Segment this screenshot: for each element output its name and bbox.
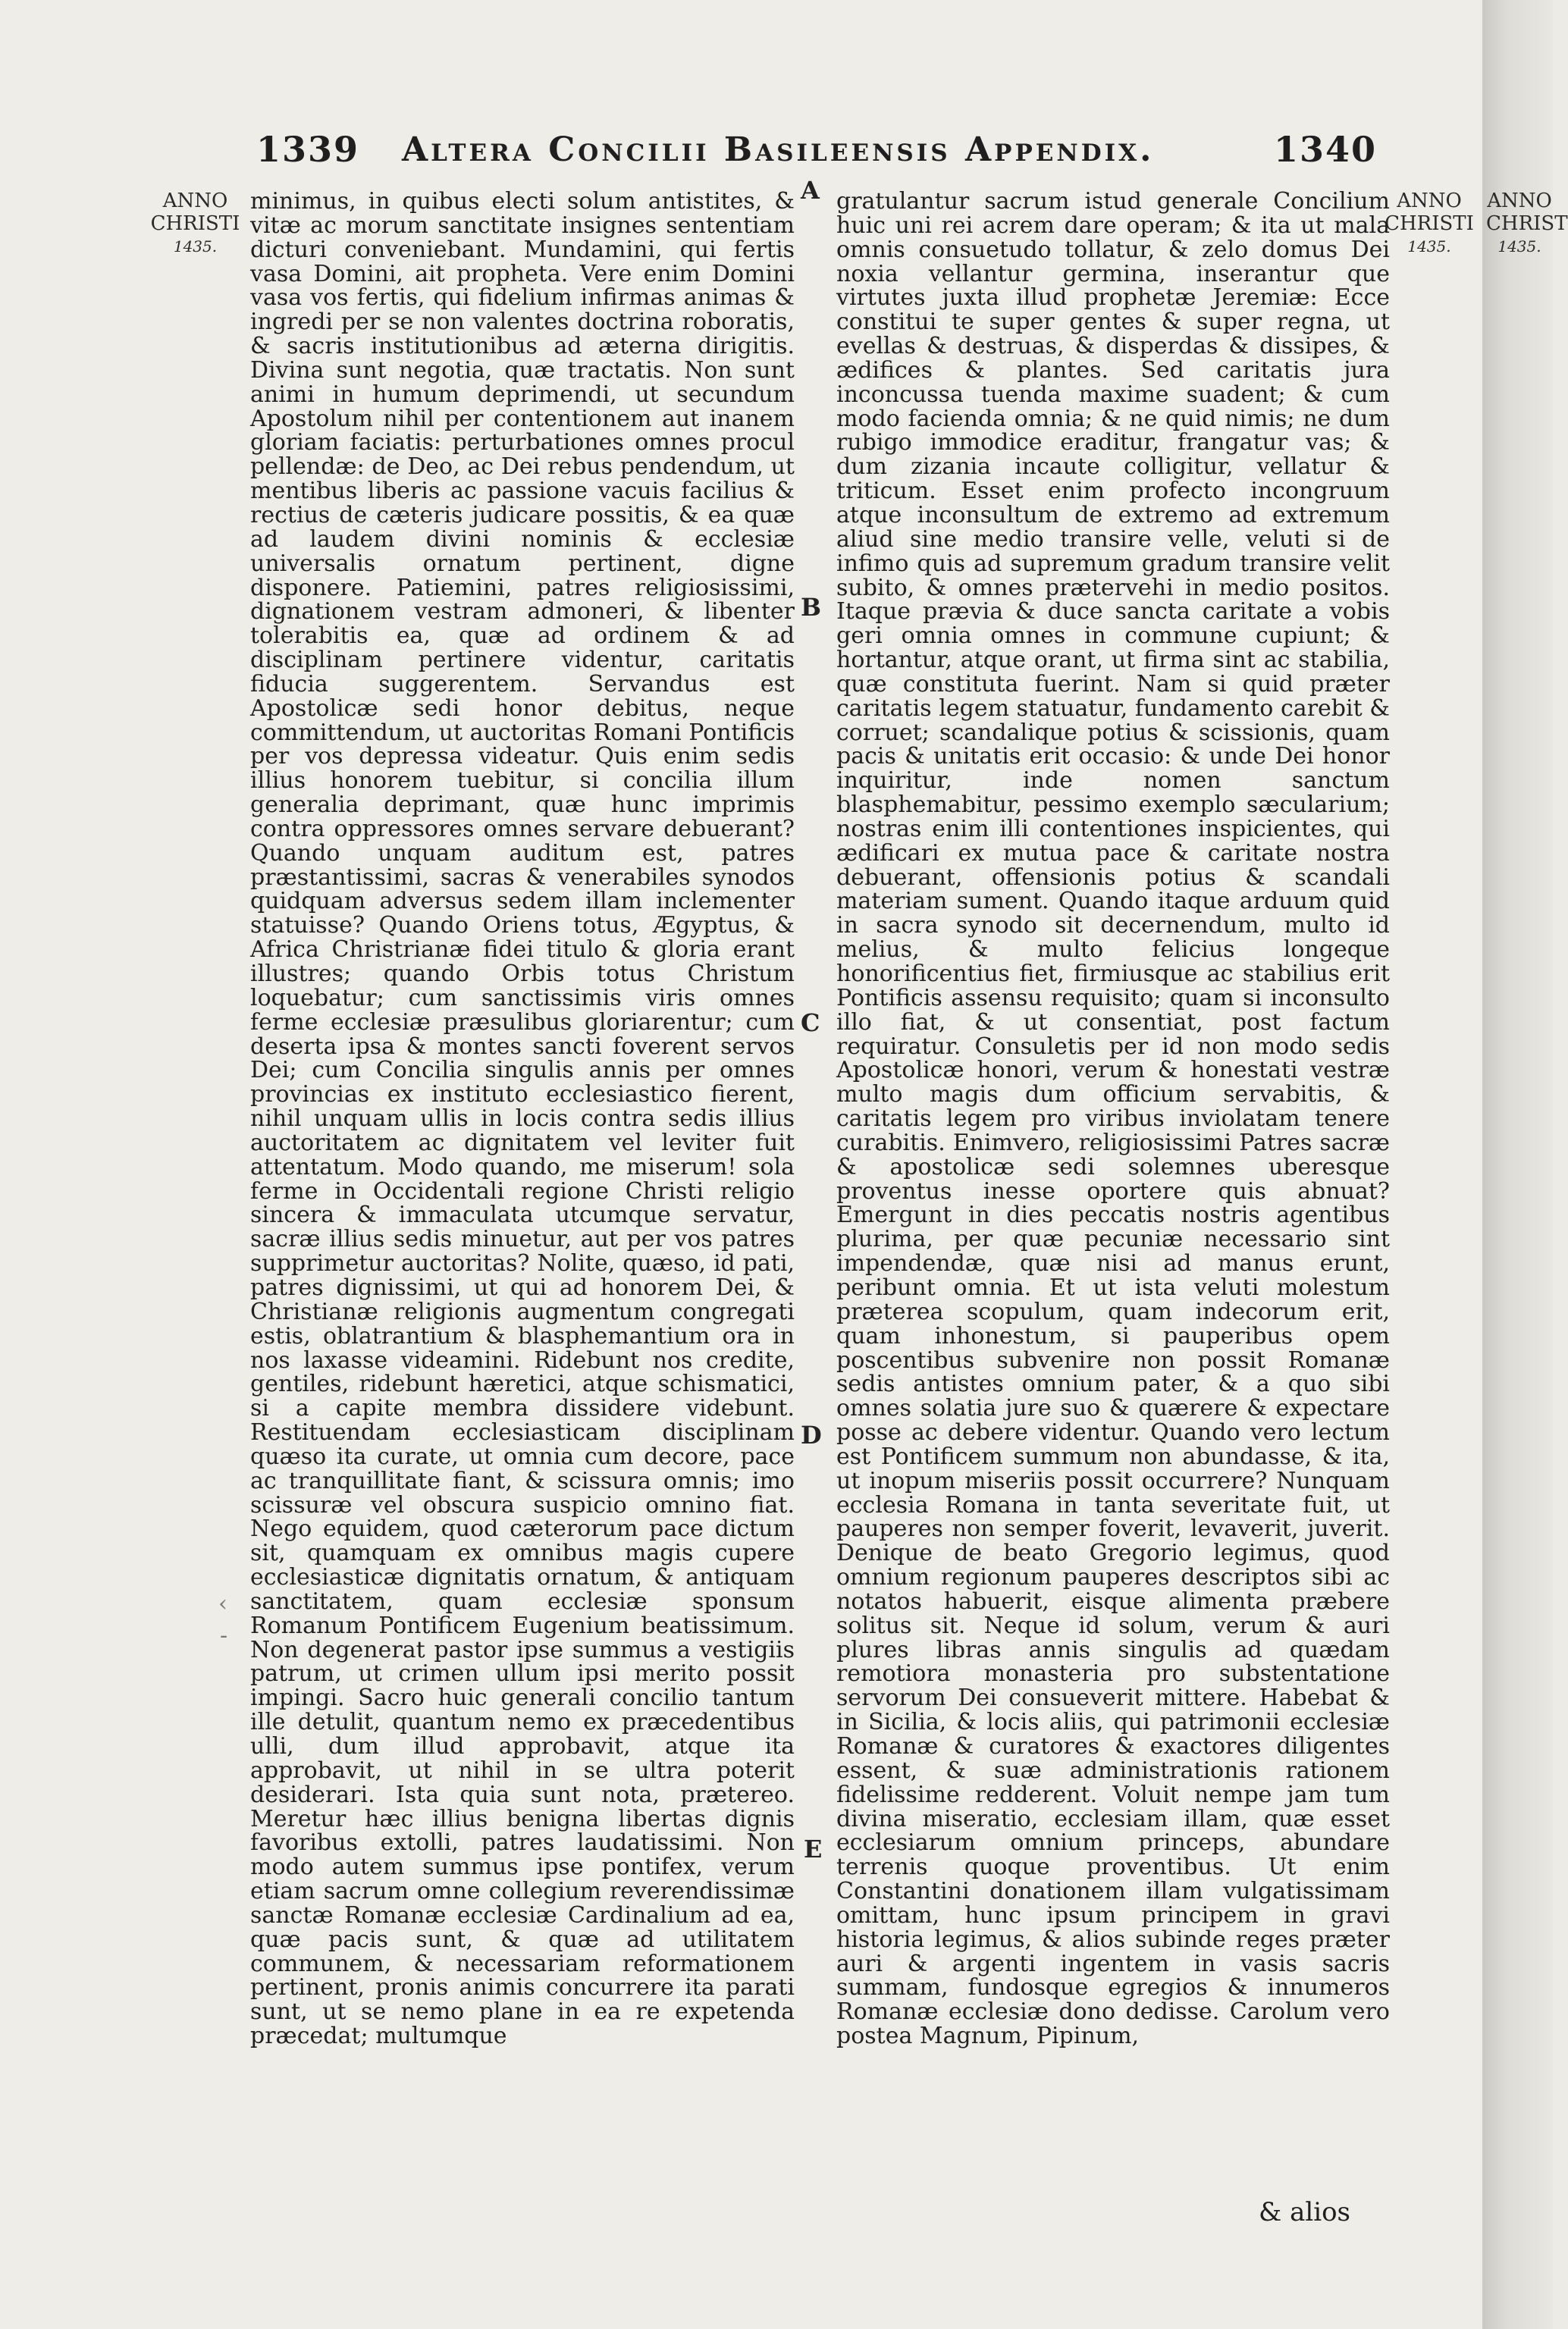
- margin-note-left: [144, 190, 246, 258]
- section-letter-e: E: [804, 1835, 823, 1864]
- margin-note-anno: ANNO: [1397, 190, 1462, 212]
- section-letter-c: C: [801, 1008, 820, 1037]
- column-text: gratulantur sacrum istud generale Concilium huic uni rei acrem dare operam; & ita ut mala omnis consuetudo tollatur, & zelo domus Dei noxia vellantur germina, inserantur que virtutes juxta illud prophetæ Jeremiæ: Ecce constitui te super gentes & super regna, ut evellas & destruas, & disperdas & dissipes, & ædifices & plantes. Sed caritatis jura inconcussa tuenda maxime suadent; & cum modo facienda omnia; & ne quid nimis; ne dum rubigo immodice eraditur, frangatur vas; & dum zizania incaute colligitur, vellatur & triticum. Esset enim profecto incongruum atque inconsultum de extremo ad extremum aliud sine medio transire velle, veluti si de infimo quis ad supremum gradum transire velit subito, & omnes prætervehi in medio positos. Itaque prævia & duce sancta caritate a vobis geri omnia omnes in commune cupiunt; & hortantur, atque orant, ut firma sint ac stabilia, quæ constituta fuerint. Nam si quid præter caritatis legem statuatur, fundamento carebit & corruet; scandalique potius & scissionis, quam pacis & unitatis erit occasio: & unde Dei honor inquiritur, inde nomen sanctum blasphemabitur, pessimo exemplo sæcularium; nostras enim illi contentiones inspicientes, qui ædificari ex mutua pace & caritate nostra debuerant, offensionis potius & scandali materiam sument. Quando itaque arduum quid in sacra synodo sit decernendum, multo id melius, & multo felicius longeque honorificentius fiet, firmiusque ac stabilius erit Pontificis assensu requisito; quam si inconsulto illo fiat, & ut consentiat, post factum requiratur. Consuletis per id non modo sedis Apostolicæ honori, verum & honestati vestræ multo magis dum officium servabitis, & caritatis legem pro viribus inviolatam tenere curabitis. Enimvero, religiosissimi Patres sacræ & apostolicæ sedi solemnes uberesque proventus inesse oportere quis abnuat? Emergunt in dies peccatis nostris agentibus plurima, per quæ pecuniæ necessario sint impendendæ, quæ nisi ad manus erunt, peribunt omnia. Et ut ista veluti molestum præterea scopulum, quam indecorum erit, quam inhonestum, si pauperibus opem poscentibus subvenire non possit Romanæ sedis antistes omnium pater, & a quo sibi omnes solatia jure suo & quærere & expectare posse ac debere videntur. Quando vero lectum est Pontificem summum non abundasse, & ita, ut inopum miseriis possit occurrere? Nunquam ecclesia Romana in tanta severitate fuit, ut pauperes non semper foverit, levaverit, juverit. Denique de beato Gregorio legimus, quod omnium regionum pauperes descriptos sibi ac notatos habuerit, eisque alimenta præbere solitus sit. Neque id solum, verum & auri plures libras annis singulis ad quædam remotiora monasteria pro substentatione servorum Dei consueverit mittere. Habebat & in Sicilia, & locis aliis, qui patrimonii ecclesiæ Romanæ & curatores & exactores diligentes essent, & suæ administrationis rationem fidelissime redderent. Voluit nempe jam tum divina miseratio, ecclesiam illam, quæ esset ecclesiarum omnium princeps, abundare terrenis quoque proventibus. Ut enim Constantini donationem illam vulgatissimam omittam, hunc ipsum principem in gravi historia legimus, & alios subinde reges præter auri & argenti ingentem in vasis sacris summam, fundosque egregios & innumeros Romanæ ecclesiæ dono dedisse. Carolum vero postea Magnum, Pipinum,: [836, 188, 1390, 2050]
- margin-note-right: [1380, 190, 1479, 258]
- section-letter-d: D: [801, 1421, 822, 1450]
- column-text: minimus, in quibus electi solum antistites, & vitæ ac morum sanctitate insignes sententiam dicturi conveniebant. Mundamini, qui fertis vasa Domini, ait propheta. Vere enim Domini vasa vos fertis, qui fidelium infirmas animas & ingredi per se non valentes doctrina roboratis, & sacris institutionibus ad æterna dirigitis. Divina sunt negotia, quæ tractatis. Non sunt animi in humum deprimendi, ut secundum Apostolum nihil per contentionem aut inanem gloriam faciatis: perturbationes omnes procul pellendæ: de Deo, ac Dei rebus pendendum, ut mentibus liberis ac passione vacuis facilius & rectius de cæteris judicare possitis, & ea quæ ad laudem divini nominis & ecclesiæ universalis ornatum pertinent, digne disponere. Patiemini, patres religiosissimi, dignationem vestram admoneri, & libenter tolerabitis ea, quæ ad ordinem & ad disciplinam pertinere videntur, caritatis fiducia suggerentem. Servandus est Apostolicæ sedi honor debitus, neque committendum, ut auctoritas Romani Pontificis per vos depressa videatur. Quis enim sedis illius honorem tuebitur, si concilia illum generalia deprimant, quæ hunc imprimis contra oppressores omnes servare debuerant? Quando unquam auditum est, patres præstantissimi, sacras & venerabiles synodos quidquam adversus sedem illam inclementer statuisse? Quando Oriens totus, Ægyptus, & Africa Christrianæ fidei titulo & gloria erant illustres; quando Orbis totus Christum loquebatur; cum sanctissimis viris omnes ferme ecclesiæ præsulibus gloriarentur; cum deserta ipsa & montes sancti foverent servos Dei; cum Concilia singulis annis per omnes provincias ex instituto ecclesiastico fierent, nihil unquam ullis in locis contra sedis illius auctoritatem ac dignitatem vel leviter fuit attentatum. Modo quando, me miserum! sola ferme in Occidentali regione Christi religio sincera & immaculata utcumque servatur, sacræ illius sedis minuetur, aut per vos patres supprimetur auctoritas? Nolite, quæso, id pati, patres dignissimi, ut qui ad honorem Dei, & Christianæ religionis augmentum congregati estis, oblatrantium & blasphemantium ora in nos laxasse videamini. Ridebunt nos credite, gentiles, ridebunt hæretici, atque schismatici, si a capite membra dissidere videbunt. Restituendam ecclesiasticam disciplinam quæso ita curate, ut omnia cum decore, pace ac tranquillitate fiant, & scissura omnis; imo scissuræ vel obscura suspicio omnino fiat. Nego equidem, quod cæterorum pace dictum sit, quamquam ex omnibus magis cupere ecclesiasticæ dignitatis ornatum, & antiquam sanctitatem, quam ecclesiæ sponsum Romanum Pontificem Eugenium beatissimum. Non degenerat pastor ipse summus a vestigiis patrum, ut crimen ullum ipsi merito possit impingi. Sacro huic generali concilio tantum ille detulit, quantum nemo ex præcedentibus ulli, dum illud approbavit, atque ita approbavit, ut nihil in se ultra poterit desiderari. Ista quia sunt nota, prætereo. Meretur hæc illius benigna libertas dignis favoribus extolli, patres laudatissimi. Non modo autem summus ipse pontifex, verum etiam sacrum omne collegium reverendissimæ sanctæ Romanæ ecclesiæ Cardinalium ad ea, quæ pacis sunt, & quæ ad utilitatem communem, & necessariam reformationem pertinent, pronis animis concurrere ita parati sunt, ut se nemo plane in ea re expetenda præcedat; multumque: [250, 188, 795, 2050]
- margin-note-anno: ANNO: [162, 190, 228, 212]
- section-letter-a: A: [801, 176, 820, 205]
- section-letter-b: B: [801, 593, 822, 622]
- margin-note-christi: CHRISTI: [1385, 212, 1474, 235]
- running-title: Altera Concilii Basileensis Appendix.: [402, 130, 1155, 169]
- page-number-right: 1340: [1274, 129, 1378, 170]
- margin-note-year: 1435.: [1497, 237, 1541, 255]
- margin-note-christi: CHRIST: [1486, 212, 1568, 235]
- margin-mark: -: [220, 1622, 228, 1649]
- margin-mark: ‹: [218, 1591, 227, 1617]
- text-column-left: [250, 190, 795, 2048]
- page-number-left: 1339: [256, 129, 360, 170]
- text-column-right: [836, 190, 1390, 2048]
- margin-note-anno: ANNO: [1487, 190, 1552, 212]
- page-header: [0, 121, 1482, 182]
- margin-note-year: 1435.: [1407, 237, 1451, 255]
- margin-note-year: 1435.: [173, 237, 218, 255]
- margin-note-christi: CHRISTI: [150, 212, 240, 235]
- margin-note-far-right: [1486, 190, 1568, 258]
- catchword: & alios: [1259, 2197, 1351, 2227]
- book-spine-gutter: [1482, 0, 1568, 2329]
